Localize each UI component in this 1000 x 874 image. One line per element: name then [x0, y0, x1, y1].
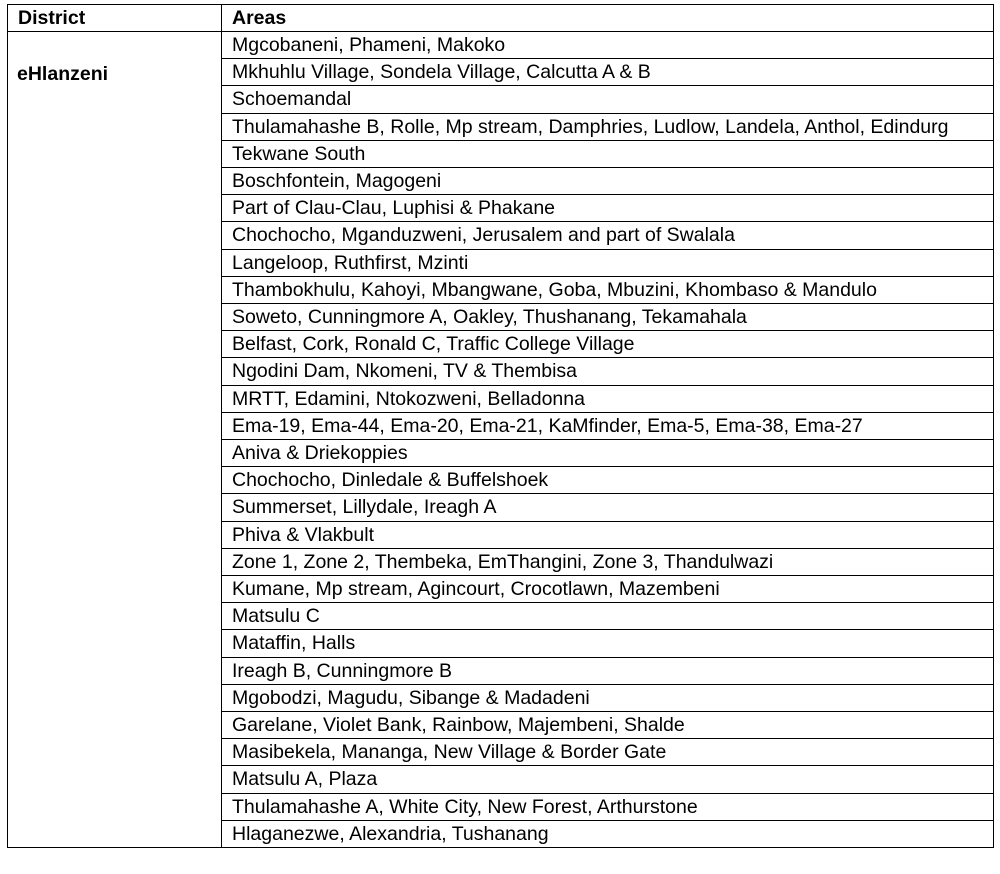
table-body: [8, 32, 994, 848]
area-cell: Schoemandal: [222, 86, 994, 113]
area-cell: Zone 1, Zone 2, Thembeka, EmThangini, Zone 3, Thandulwazi: [222, 548, 994, 575]
area-cell: Mkhuhlu Village, Sondela Village, Calcutta A & B: [222, 59, 994, 86]
area-cell: Mgcobaneni, Phameni, Makoko: [222, 32, 994, 59]
area-cell: Masibekela, Mananga, New Village & Border Gate: [222, 739, 994, 766]
area-cell: Matsulu A, Plaza: [222, 766, 994, 793]
area-cell: Ireagh B, Cunningmore B: [222, 657, 994, 684]
area-cell: Chochocho, Mganduzweni, Jerusalem and part of Swalala: [222, 222, 994, 249]
area-cell: Mgobodzi, Magudu, Sibange & Madadeni: [222, 684, 994, 711]
area-cell: Hlaganezwe, Alexandria, Tushanang: [222, 820, 994, 847]
area-cell: Belfast, Cork, Ronald C, Traffic College Village: [222, 331, 994, 358]
area-cell: Part of Clau-Clau, Luphisi & Phakane: [222, 195, 994, 222]
area-cell: Langeloop, Ruthfirst, Mzinti: [222, 249, 994, 276]
area-cell: Thulamahashe A, White City, New Forest, Arthurstone: [222, 793, 994, 820]
district-areas-table: [7, 4, 994, 848]
area-cell: Aniva & Driekoppies: [222, 440, 994, 467]
area-cell: Thambokhulu, Kahoyi, Mbangwane, Goba, Mbuzini, Khombaso & Mandulo: [222, 276, 994, 303]
table-row: [8, 32, 994, 59]
district-column-header: District: [8, 5, 222, 32]
area-cell: Garelane, Violet Bank, Rainbow, Majembeni, Shalde: [222, 712, 994, 739]
area-cell: Chochocho, Dinledale & Buffelshoek: [222, 467, 994, 494]
area-cell: Matsulu C: [222, 603, 994, 630]
area-cell: Ngodini Dam, Nkomeni, TV & Thembisa: [222, 358, 994, 385]
header-row: [8, 5, 994, 32]
area-cell: Ema-19, Ema-44, Ema-20, Ema-21, KaMfinder, Ema-5, Ema-38, Ema-27: [222, 412, 994, 439]
area-cell: Summerset, Lillydale, Ireagh A: [222, 494, 994, 521]
area-cell: Mataffin, Halls: [222, 630, 994, 657]
district-cell: eHlanzeni: [8, 32, 222, 848]
area-cell: Tekwane South: [222, 140, 994, 167]
area-cell: Soweto, Cunningmore A, Oakley, Thushanang, Tekamahala: [222, 304, 994, 331]
area-cell: Kumane, Mp stream, Agincourt, Crocotlawn, Mazembeni: [222, 576, 994, 603]
area-cell: Thulamahashe B, Rolle, Mp stream, Damphries, Ludlow, Landela, Anthol, Edindurg: [222, 113, 994, 140]
area-cell: Boschfontein, Magogeni: [222, 168, 994, 195]
area-cell: Phiva & Vlakbult: [222, 521, 994, 548]
areas-column-header: Areas: [222, 5, 994, 32]
area-cell: MRTT, Edamini, Ntokozweni, Belladonna: [222, 385, 994, 412]
